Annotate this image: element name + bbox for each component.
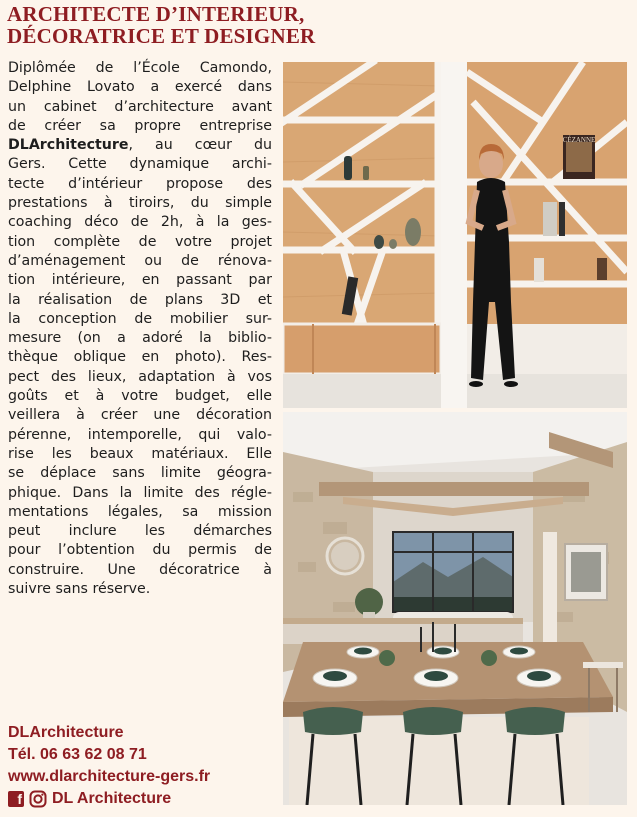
body-line: mesure (on a adoré la biblio- (8, 330, 272, 347)
contact-block (8, 722, 278, 810)
body-line: tion intérieure, en passant par (8, 272, 272, 289)
book-title: CÉZANNE (562, 136, 596, 144)
body-line: d’aménagement ou de rénova- (8, 252, 272, 269)
body-line: pour l’obtention du permis de (8, 542, 272, 559)
title-line-1: ARCHITECTE D’INTERIEUR, (7, 2, 305, 26)
body-line: tecte d’intérieur propose des (8, 175, 272, 192)
contact-phone[interactable]: Tél. 06 63 62 08 71 (8, 746, 147, 763)
body-line (8, 136, 272, 155)
body-line: phique. Dans la limite des régle- (8, 484, 272, 501)
body-line: goûts et à votre budget, elle (8, 388, 272, 405)
body-line: mentations légales, sa mission (8, 503, 272, 520)
body-line: construire. Une décoratrice à (8, 561, 272, 578)
facebook-icon[interactable]: f (8, 791, 24, 807)
body-line: la réalisation de plans 3D et (8, 291, 272, 308)
body-line: veillera à créer une décoration (8, 407, 272, 424)
body-line-rest: , au cœur du (128, 137, 272, 154)
company-name-bold: DLArchitecture (8, 137, 129, 154)
body-line: la conception de mobilier sur- (8, 310, 272, 327)
article-title (7, 3, 427, 47)
title-line-2: DÉCORATRICE ET DESIGNER (7, 24, 316, 48)
bookcase-photo (283, 62, 627, 408)
body-line: peut inclure les démarches (8, 523, 272, 540)
body-line: pérenne, intemporelle, qui valo- (8, 426, 272, 443)
social-row (8, 788, 278, 810)
body-line: rise les beaux matériaux. Elle (8, 445, 272, 462)
contact-company: DLArchitecture (8, 724, 124, 741)
body-line: pect des lieux, adaptation à vos (8, 368, 272, 385)
body-line: Diplômée de l’École Camondo, (8, 60, 272, 76)
kitchen-render-photo (283, 412, 627, 805)
body-line: Gers. Cette dynamique archi- (8, 156, 272, 173)
body-line: suivre sans réserve. (8, 581, 151, 598)
social-handle[interactable]: DL Architecture (52, 790, 172, 807)
body-line: un cabinet d’architecture avant (8, 98, 272, 115)
body-line: tion complète de votre projet (8, 233, 272, 250)
body-line: prestations à tiroirs, du simple (8, 195, 272, 212)
body-line: se déplace sans limite géogra- (8, 465, 272, 482)
body-line: de créer sa propre entreprise (8, 117, 272, 134)
contact-website[interactable]: www.dlarchitecture-gers.fr (8, 768, 211, 785)
article-body (8, 59, 272, 599)
body-line: coaching déco de 2h, à la ges- (8, 214, 272, 231)
instagram-icon[interactable] (29, 790, 47, 808)
body-line: thèque oblique en photo). Res- (8, 349, 272, 366)
body-line: Delphine Lovato a exercé dans (8, 79, 272, 96)
